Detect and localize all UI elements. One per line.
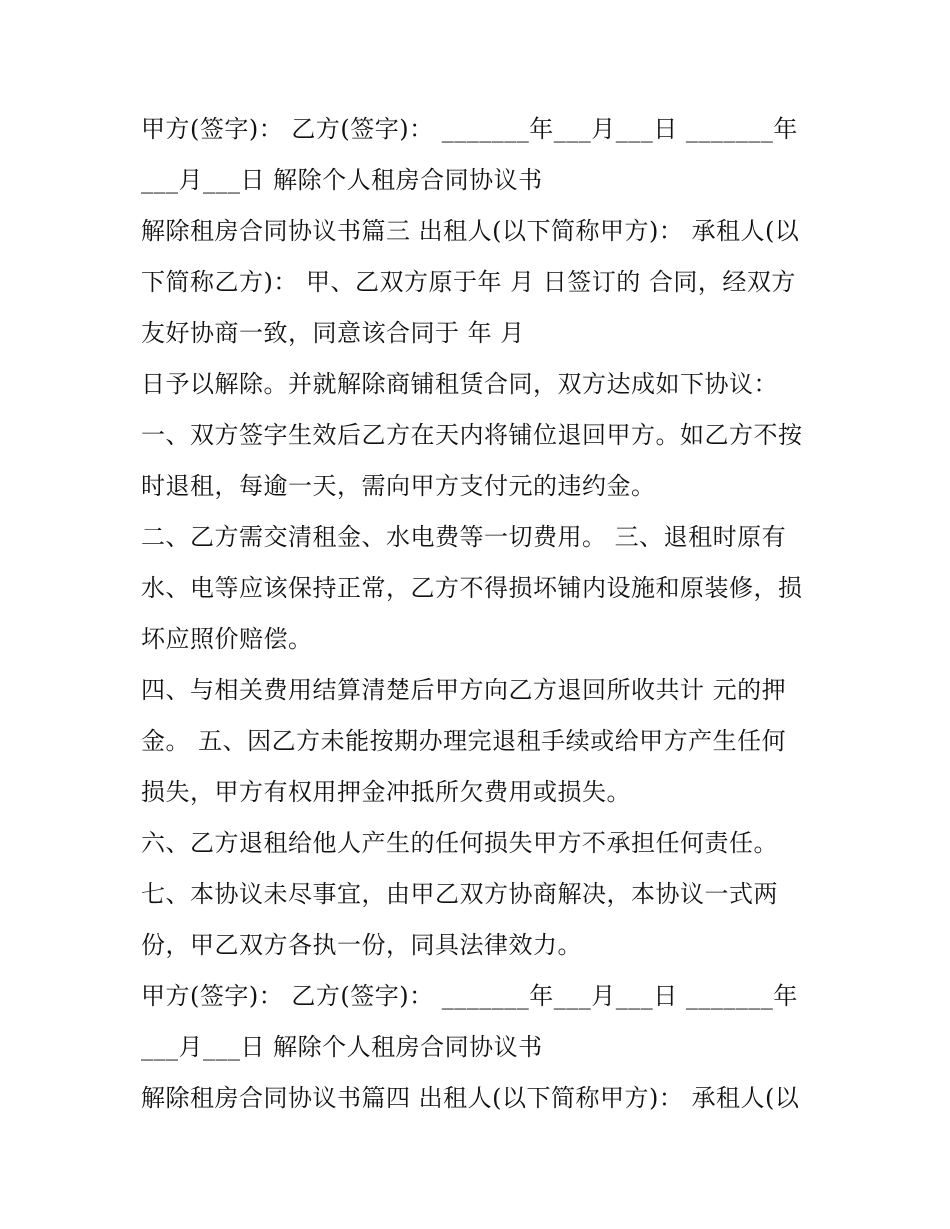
clause-7-line: 份，甲乙双方各执一份，同具法律效力。 [141, 931, 582, 959]
clause-7-line: 七、本协议未尽事宜，由甲乙双方协商解决，本协议一式两 [141, 880, 778, 908]
signature-date-line: ___月___日 解除个人租房合同协议书 [141, 166, 543, 194]
section-heading-line: 解除租房合同协议书篇四 出租人(以下简称甲方)： 承租人(以 [141, 1084, 800, 1112]
clause-4-line: 四、与相关费用结算清楚后甲方向乙方退回所收共计 元的押 [141, 676, 787, 704]
paragraph-line: 友好协商一致，同意该合同于 年 月 [141, 319, 525, 347]
paragraph-line: 日予以解除。并就解除商铺租赁合同，双方达成如下协议： [141, 370, 778, 398]
clause-6-line: 六、乙方退租给他人产生的任何损失甲方不承担任何责任。 [141, 829, 778, 857]
clause-5-line: 金。 五、因乙方未能按期办理完退租手续或给甲方产生任何 [141, 727, 787, 755]
signature-date-line: ___月___日 解除个人租房合同协议书 [141, 1033, 543, 1061]
clause-5-line: 损失，甲方有权用押金冲抵所欠费用或损失。 [141, 778, 631, 806]
section-heading-line: 解除租房合同协议书篇三 出租人(以下简称甲方)： 承租人(以 [141, 217, 800, 245]
paragraph-line: 下简称乙方)： 甲、乙双方原于年 月 日签订的 合同，经双方 [141, 268, 796, 296]
signature-line: 甲方(签字)： 乙方(签字)： _______年___月___日 _______年 [141, 982, 798, 1010]
signature-line: 甲方(签字)： 乙方(签字)： _______年___月___日 _______年 [141, 115, 798, 143]
clause-1-line: 一、双方签字生效后乙方在天内将铺位退回甲方。如乙方不按 [141, 421, 803, 449]
clause-2-3-line: 二、乙方需交清租金、水电费等一切费用。 三、退租时原有 [141, 523, 787, 551]
clause-1-line: 时退租，每逾一天，需向甲方支付元的违约金。 [141, 472, 656, 500]
clause-3-line: 坏应照价赔偿。 [141, 625, 313, 653]
clause-3-line: 水、电等应该保持正常，乙方不得损坏铺内设施和原装修，损 [141, 574, 803, 602]
